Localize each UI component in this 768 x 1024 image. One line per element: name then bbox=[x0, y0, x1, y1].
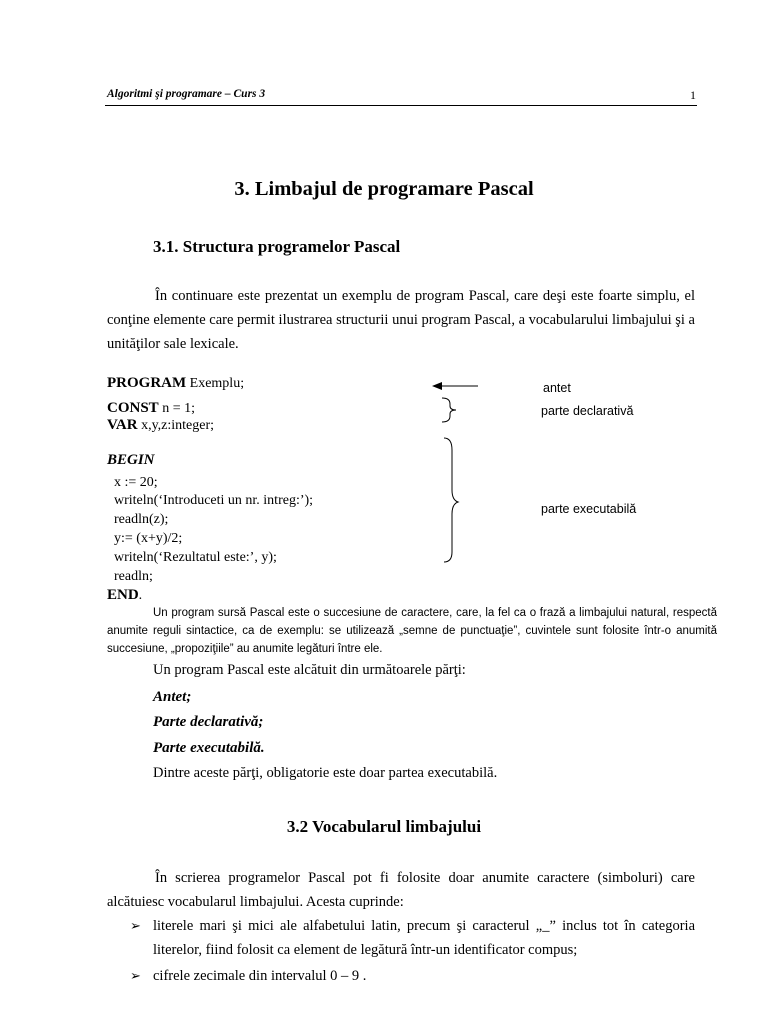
label-parte-declarativa: parte declarativă bbox=[541, 404, 634, 418]
program-name: Exemplu; bbox=[186, 376, 245, 391]
header-divider bbox=[105, 105, 697, 106]
part-executabila: Parte executabilă. bbox=[153, 740, 265, 756]
var-declaration: x,y,z:integer; bbox=[137, 418, 215, 433]
list-item bbox=[130, 964, 695, 988]
part-antet: Antet; bbox=[153, 689, 192, 705]
keyword-const: CONST bbox=[107, 400, 159, 416]
code-body-line: readln; bbox=[114, 569, 153, 584]
brace-executable bbox=[444, 438, 458, 562]
vocabulary-intro-text: În scrierea programelor Pascal pot fi folosite doar anumite caractere (simboluri) care alcătuiesc vocabularul limbajului. Acesta cuprinde: bbox=[107, 870, 695, 910]
arrow-bullet-icon: ➢ bbox=[130, 968, 141, 983]
parts-note: Dintre aceste părţi, obligatorie este doar partea executabilă. bbox=[153, 765, 498, 781]
keyword-var: VAR bbox=[107, 417, 138, 433]
page-number: 1 bbox=[690, 88, 696, 102]
code-line-begin bbox=[107, 452, 155, 470]
code-body-line: readln(z); bbox=[114, 512, 169, 527]
code-line-program bbox=[107, 375, 244, 393]
left-arrow-icon bbox=[432, 382, 478, 390]
section-intro-text: În continuare este prezentat un exemplu de program Pascal, care deşi este foarte simplu, el conţine elemente care permit ilustrarea structurii unui program Pascal, a vocabularului limbajului şi a unităţilor sale lexicale. bbox=[107, 288, 695, 352]
parts-intro: Un program Pascal este alcătuit din următoarele părţi: bbox=[153, 662, 466, 678]
code-line-end bbox=[107, 587, 142, 605]
explanation-paragraph bbox=[107, 604, 717, 658]
label-parte-executabila: parte executabilă bbox=[541, 502, 637, 516]
header-title: Algoritmi şi programare – Curs 3 bbox=[107, 88, 266, 100]
code-line-var bbox=[107, 417, 214, 435]
keyword-program: PROGRAM bbox=[107, 375, 187, 391]
vocabulary-intro-paragraph bbox=[107, 866, 695, 914]
const-declaration: n = 1; bbox=[158, 401, 195, 416]
brace-declarative bbox=[442, 398, 456, 422]
list-item-text: cifrele zecimale din intervalul 0 – 9 . bbox=[153, 968, 367, 984]
chapter-title: 3. Limbajul de programare Pascal bbox=[234, 178, 534, 200]
code-line-const bbox=[107, 400, 195, 418]
code-body-line: y:= (x+y)/2; bbox=[114, 531, 183, 546]
explanation-text: Un program sursă Pascal este o succesiune de caractere, care, la fel ca o frază a limbajului natural, respectă anumite reguli sintactice, ca de exemplu: se utilizează „semne de punctuaţie”, cuvintele sunt folosite într-o anumită succesiune, „propoziţiile” au anumite legături între ele. bbox=[107, 607, 717, 655]
arrow-bullet-icon: ➢ bbox=[130, 918, 141, 933]
code-body-line: writeln(‘Rezultatul este:’, y); bbox=[114, 550, 277, 565]
structure-annotation-graphics bbox=[420, 372, 540, 572]
list-item-text: literele mari şi mici ale alfabetului latin, precum şi caracterul „_” inclus tot în categoria literelor, fiind folosit ca element de legătură într-un identificator compus; bbox=[153, 918, 695, 958]
section-title-3-1: 3.1. Structura programelor Pascal bbox=[153, 237, 401, 256]
end-period: . bbox=[138, 588, 143, 603]
part-declarativa: Parte declarativă; bbox=[153, 714, 264, 730]
keyword-end: END bbox=[107, 587, 139, 603]
list-item bbox=[130, 914, 695, 962]
section-intro-paragraph bbox=[107, 284, 695, 356]
code-body-line: writeln(‘Introduceti un nr. intreg:’); bbox=[114, 493, 314, 508]
label-antet: antet bbox=[543, 381, 571, 395]
section-title-3-2: 3.2 Vocabularul limbajului bbox=[286, 817, 482, 836]
code-body-line: x := 20; bbox=[114, 475, 158, 490]
keyword-begin: BEGIN bbox=[107, 452, 155, 468]
